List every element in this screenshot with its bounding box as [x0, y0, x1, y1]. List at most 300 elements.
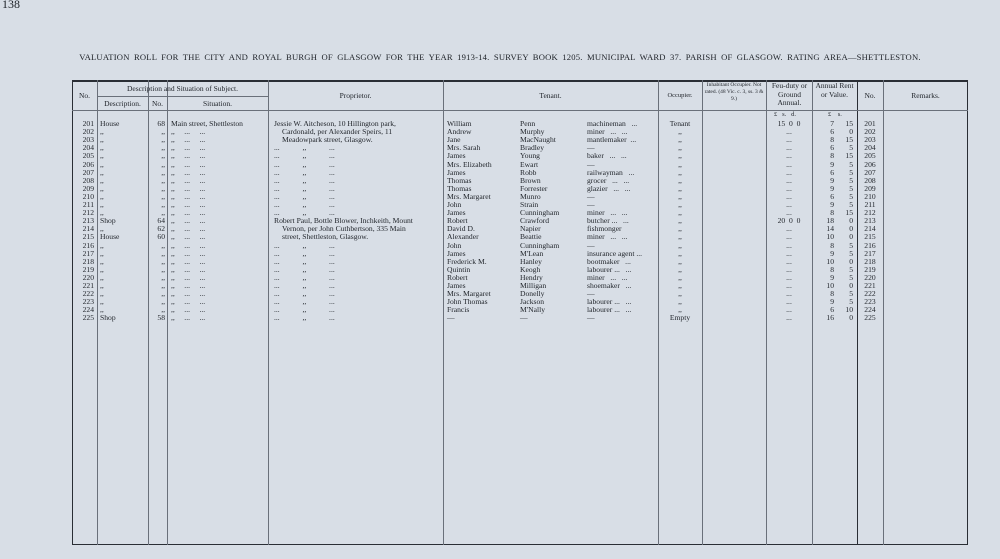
divider — [167, 80, 168, 545]
tenant-surname: Young — [520, 151, 540, 161]
occupier: ,, — [678, 183, 682, 193]
situation: ,, ... ... — [171, 305, 206, 315]
row-number-right: 219 — [864, 264, 876, 274]
rent-shillings: 5 — [849, 191, 853, 201]
description: ,, — [100, 305, 104, 315]
rent-pounds: 6 — [830, 167, 834, 177]
feu-duty: ... — [786, 143, 792, 153]
tenant-occupation: — — [587, 159, 595, 169]
proprietor: ... ,, ... — [274, 289, 335, 299]
tenant-first-name: Robert — [447, 216, 468, 226]
description: ,, — [100, 183, 104, 193]
tenant-surname: Beattie — [520, 232, 542, 242]
occupier: ,, — [678, 281, 682, 290]
tenant-first-name: David D. — [447, 224, 475, 234]
house-number: ,, — [161, 167, 165, 177]
tenant-occupation: shoemaker ... — [587, 281, 632, 290]
row-number-right: 223 — [864, 297, 876, 307]
header-proprietor: Proprietor. — [339, 91, 372, 100]
divider — [702, 80, 703, 545]
rent-pounds: 9 — [830, 200, 834, 209]
rent-shillings: 0 — [849, 256, 853, 266]
tenant-first-name: John — [447, 240, 462, 250]
tenant-first-name: Mrs. Margaret — [447, 191, 491, 201]
rent-shillings: 15 — [845, 208, 853, 218]
occupier: Empty — [669, 313, 691, 323]
house-number: ,, — [161, 208, 165, 218]
situation: ,, ... ... — [171, 159, 206, 169]
divider — [97, 80, 98, 545]
proprietor: ... ,, ... — [274, 151, 335, 161]
row-number-right: 222 — [864, 289, 876, 299]
house-number: ,, — [161, 289, 165, 299]
situation: ,, ... ... — [171, 289, 206, 299]
tenant-occupation: labourer ... ... — [587, 305, 632, 315]
feu-duty: ... — [786, 240, 792, 250]
proprietor: Vernon, per John Cuthbertson, 335 Main — [282, 224, 406, 234]
tenant-surname: Bradley — [520, 143, 545, 153]
house-number: ,, — [161, 135, 165, 145]
row-number: 211 — [82, 200, 94, 209]
row-number-right: 214 — [864, 224, 876, 234]
tenant-surname: Robb — [520, 167, 537, 177]
proprietor: street, Shettleston, Glasgow. — [282, 232, 369, 242]
header-description: Description. — [104, 99, 141, 108]
tenant-occupation: — — [587, 191, 595, 201]
tenant-surname: Donelly — [520, 289, 545, 299]
rent-pounds: 6 — [830, 191, 834, 201]
feu-duty: ... — [786, 159, 792, 169]
row-number: 209 — [82, 183, 94, 193]
rent-pounds: 9 — [830, 175, 834, 185]
tenant-surname: — — [520, 313, 528, 323]
rent-pounds: 10 — [826, 232, 834, 242]
occupier: ,, — [678, 208, 682, 218]
feu-duty: ... — [786, 281, 792, 290]
situation: ,, ... ... — [171, 151, 206, 161]
row-number: 212 — [82, 208, 94, 218]
situation: ,, ... ... — [171, 216, 206, 226]
rent-shillings: 5 — [849, 248, 853, 258]
situation: ,, ... ... — [171, 297, 206, 307]
row-number: 214 — [82, 224, 94, 234]
feu-duty: 15 0 0 — [777, 119, 801, 128]
tenant-first-name: Alexander — [447, 232, 479, 242]
row-number: 204 — [82, 143, 94, 153]
rent-pounds: 9 — [830, 297, 834, 307]
row-number-right: 215 — [864, 232, 876, 242]
tenant-first-name: John Thomas — [447, 297, 488, 307]
tenant-first-name: Andrew — [447, 127, 472, 137]
proprietor: ... ,, ... — [274, 248, 335, 258]
feu-duty: ... — [786, 297, 792, 307]
tenant-surname: Murphy — [520, 127, 545, 137]
feu-duty: ... — [786, 256, 792, 266]
tenant-occupation: labourer ... ... — [587, 297, 632, 307]
proprietor: ... ,, ... — [274, 313, 335, 323]
situation: ,, ... ... — [171, 200, 206, 209]
header-sub-no: No. — [151, 99, 164, 108]
row-number: 210 — [82, 191, 94, 201]
description: House — [100, 232, 120, 242]
row-number-right: 201 — [864, 119, 876, 128]
house-number: ,, — [161, 240, 165, 250]
tenant-occupation: mantlemaker ... — [587, 135, 637, 145]
rent-pounds: 6 — [830, 127, 834, 137]
proprietor: ... ,, ... — [274, 167, 335, 177]
description: ,, — [100, 256, 104, 266]
description: ,, — [100, 224, 104, 234]
occupier: ,, — [678, 248, 682, 258]
situation: ,, ... ... — [171, 248, 206, 258]
house-number: ,, — [161, 191, 165, 201]
tenant-occupation: miner ... ... — [587, 127, 628, 137]
row-number-right: 211 — [864, 200, 876, 209]
header-no: No. — [78, 91, 91, 100]
tenant-surname: Milligan — [520, 281, 547, 290]
rent-pounds: 6 — [830, 143, 834, 153]
divider — [443, 80, 444, 545]
description: ,, — [100, 127, 104, 137]
tenant-first-name: Robert — [447, 272, 468, 282]
header-description-group: Description and Situation of Subject. — [126, 84, 239, 93]
row-number: 217 — [82, 248, 94, 258]
rent-shillings: 5 — [849, 272, 853, 282]
description: ,, — [100, 143, 104, 153]
feu-duty: ... — [786, 135, 792, 145]
situation: ,, ... ... — [171, 272, 206, 282]
tenant-occupation: butcher ... ... — [587, 216, 629, 226]
feu-duty: ... — [786, 272, 792, 282]
tenant-first-name: Jane — [447, 135, 461, 145]
row-number-right: 206 — [864, 159, 876, 169]
house-number: ,, — [161, 151, 165, 161]
rent-shillings: 0 — [849, 232, 853, 242]
house-number: ,, — [161, 297, 165, 307]
tenant-occupation: railwayman ... — [587, 167, 635, 177]
row-number-right: 210 — [864, 191, 876, 201]
description: ,, — [100, 208, 104, 218]
header-situation: Situation. — [203, 99, 232, 108]
proprietor: ... ,, ... — [274, 183, 335, 193]
rent-shillings: 5 — [849, 183, 853, 193]
rent-pounds: 10 — [826, 281, 834, 290]
row-number-right: 224 — [864, 305, 876, 315]
tenant-surname: Forrester — [520, 183, 548, 193]
house-number: ,, — [161, 175, 165, 185]
situation: ,, ... ... — [171, 224, 206, 234]
tenant-surname: Jackson — [520, 297, 545, 307]
situation: ,, ... ... — [171, 191, 206, 201]
description: House — [100, 119, 120, 128]
situation: ,, ... ... — [171, 183, 206, 193]
row-number-right: 208 — [864, 175, 876, 185]
tenant-surname: Crawford — [520, 216, 550, 226]
house-number: 68 — [157, 119, 165, 128]
divider — [658, 80, 659, 545]
feu-duty: ... — [786, 264, 792, 274]
situation: ,, ... ... — [171, 313, 206, 323]
row-number: 224 — [82, 305, 94, 315]
tenant-occupation: — — [587, 200, 595, 209]
tenant-surname: Cunningham — [520, 240, 560, 250]
row-number: 222 — [82, 289, 94, 299]
tenant-occupation: glazier ... ... — [587, 183, 631, 193]
rent-pounds: 18 — [826, 216, 834, 226]
row-number-right: 203 — [864, 135, 876, 145]
tenant-occupation: — — [587, 143, 595, 153]
rent-units: £ s. — [828, 111, 842, 118]
description: ,, — [100, 135, 104, 145]
feu-duty: ... — [786, 232, 792, 242]
description: ,, — [100, 281, 104, 290]
proprietor: ... ,, ... — [274, 264, 335, 274]
occupier: ,, — [678, 175, 682, 185]
tenant-occupation: fishmonger — [587, 224, 622, 234]
feu-duty: ... — [786, 305, 792, 315]
row-number: 215 — [82, 232, 94, 242]
proprietor: ... ,, ... — [274, 272, 335, 282]
header-occupier: Occupier. — [667, 92, 693, 99]
situation: ,, ... ... — [171, 256, 206, 266]
proprietor: ... ,, ... — [274, 175, 335, 185]
description: ,, — [100, 264, 104, 274]
tenant-occupation: — — [587, 313, 595, 323]
feu-duty: ... — [786, 289, 792, 299]
tenant-surname: Napier — [520, 224, 541, 234]
rent-shillings: 0 — [849, 313, 853, 323]
row-number-right: 202 — [864, 127, 876, 137]
situation: ,, ... ... — [171, 240, 206, 250]
tenant-first-name: James — [447, 208, 466, 218]
occupier: ,, — [678, 143, 682, 153]
proprietor: Robert Paul, Bottle Blower, Inchkeith, Mount — [274, 216, 413, 226]
rent-shillings: 15 — [845, 119, 853, 128]
feu-duty: 20 0 0 — [777, 216, 801, 226]
proprietor: ... ,, ... — [274, 159, 335, 169]
rent-pounds: 9 — [830, 183, 834, 193]
divider — [97, 96, 268, 97]
row-number-right: 218 — [864, 256, 876, 266]
tenant-occupation: insurance agent ... — [587, 248, 643, 258]
tenant-first-name: Francis — [447, 305, 470, 315]
rent-shillings: 0 — [849, 216, 853, 226]
description: ,, — [100, 175, 104, 185]
tenant-occupation: miner ... ... — [587, 272, 628, 282]
tenant-first-name: John — [447, 200, 462, 209]
tenant-first-name: Mrs. Sarah — [447, 143, 481, 153]
row-number: 213 — [82, 216, 94, 226]
proprietor: Cardonald, per Alexander Speirs, 11 — [282, 127, 393, 137]
row-number: 218 — [82, 256, 94, 266]
occupier: ,, — [678, 305, 682, 315]
occupier: ,, — [678, 159, 682, 169]
occupier: ,, — [678, 232, 682, 242]
proprietor: ... ,, ... — [274, 297, 335, 307]
rent-pounds: 10 — [826, 256, 834, 266]
house-number: 62 — [157, 224, 165, 234]
description: ,, — [100, 159, 104, 169]
row-number: 225 — [82, 313, 94, 323]
rent-pounds: 9 — [830, 159, 834, 169]
rent-shillings: 0 — [849, 127, 853, 137]
description: Shop — [100, 313, 116, 323]
description: ,, — [100, 248, 104, 258]
tenant-occupation: machineman ... — [587, 119, 638, 128]
occupier: ,, — [678, 167, 682, 177]
tenant-surname: Hanley — [520, 256, 542, 266]
situation: ,, ... ... — [171, 175, 206, 185]
rent-shillings: 15 — [845, 151, 853, 161]
row-number-right: 221 — [864, 281, 876, 290]
situation: ,, ... ... — [171, 208, 206, 218]
occupier: Tenant — [669, 119, 691, 128]
row-number: 203 — [82, 135, 94, 145]
tenant-surname: Cunningham — [520, 208, 560, 218]
tenant-occupation: — — [587, 289, 595, 299]
proprietor: ... ,, ... — [274, 143, 335, 153]
rent-shillings: 5 — [849, 167, 853, 177]
house-number: ,, — [161, 200, 165, 209]
header-no-2: No. — [864, 91, 876, 100]
house-number: ,, — [161, 143, 165, 153]
house-number: 60 — [157, 232, 165, 242]
row-number: 205 — [82, 151, 94, 161]
rent-pounds: 14 — [826, 224, 834, 234]
situation: ,, ... ... — [171, 264, 206, 274]
header-annual-rent: Annual Rent or Value. — [815, 81, 854, 99]
feu-duty: ... — [786, 200, 792, 209]
tenant-occupation: labourer ... ... — [587, 264, 632, 274]
row-number: 208 — [82, 175, 94, 185]
proprietor: Meadowpark street, Glasgow. — [282, 135, 373, 145]
tenant-occupation: baker ... ... — [587, 151, 627, 161]
tenant-occupation: bootmaker ... — [587, 256, 631, 266]
page-title: VALUATION ROLL FOR THE CITY AND ROYAL BURGH OF GLASGOW FOR THE YEAR 1913-14. SURVEY BOOK 1205. MUNICIPAL WARD 37. PARISH OF GLASGOW. RATING AREA—SHETTLESTON. — [79, 52, 921, 62]
tenant-first-name: William — [447, 119, 472, 128]
rent-pounds: 9 — [830, 248, 834, 258]
row-number-right: 207 — [864, 167, 876, 177]
house-number: 64 — [157, 216, 165, 226]
rent-pounds: 16 — [826, 313, 834, 323]
tenant-surname: M'Lean — [520, 248, 544, 258]
feu-duty: ... — [786, 248, 792, 258]
feu-units: £ s. d. — [774, 111, 797, 118]
situation: ,, ... ... — [171, 127, 206, 137]
occupier: ,, — [678, 224, 682, 234]
house-number: ,, — [161, 183, 165, 193]
description: ,, — [100, 240, 104, 250]
header-feu-duty: Feu-duty or Ground Annual. — [771, 81, 808, 107]
header-remarks: Remarks. — [911, 91, 940, 100]
tenant-surname: MacNaught — [520, 135, 556, 145]
rent-shillings: 5 — [849, 175, 853, 185]
rent-pounds: 8 — [830, 264, 834, 274]
tenant-first-name: James — [447, 248, 466, 258]
tenant-first-name: — — [447, 313, 455, 323]
house-number: ,, — [161, 248, 165, 258]
occupier: ,, — [678, 256, 682, 266]
rent-shillings: 5 — [849, 143, 853, 153]
tenant-surname: M'Nally — [520, 305, 545, 315]
divider — [883, 80, 884, 545]
rent-shillings: 15 — [845, 135, 853, 145]
feu-duty: ... — [786, 167, 792, 177]
header-inhabitant-occupier: Inhabitant Occupier. Not rated. (48 Vic. c. 3, ss. 3 & 9.) — [704, 82, 764, 102]
row-number-right: 209 — [864, 183, 876, 193]
tenant-first-name: James — [447, 151, 466, 161]
tenant-surname: Munro — [520, 191, 541, 201]
row-number-right: 205 — [864, 151, 876, 161]
occupier: ,, — [678, 272, 682, 282]
occupier: ,, — [678, 135, 682, 145]
proprietor: ... ,, ... — [274, 256, 335, 266]
feu-duty: ... — [786, 175, 792, 185]
house-number: ,, — [161, 281, 165, 290]
tenant-surname: Keogh — [520, 264, 541, 274]
house-number: ,, — [161, 272, 165, 282]
proprietor: ... ,, ... — [274, 240, 335, 250]
row-number-right: 213 — [864, 216, 876, 226]
feu-duty: ... — [786, 224, 792, 234]
occupier: ,, — [678, 127, 682, 137]
feu-duty: ... — [786, 127, 792, 137]
rent-shillings: 10 — [845, 305, 853, 315]
row-number: 223 — [82, 297, 94, 307]
rent-shillings: 5 — [849, 159, 853, 169]
feu-duty: ... — [786, 151, 792, 161]
tenant-occupation: miner ... ... — [587, 208, 628, 218]
house-number: ,, — [161, 256, 165, 266]
rent-pounds: 7 — [830, 119, 834, 128]
row-number: 202 — [82, 127, 94, 137]
situation: ,, ... ... — [171, 281, 206, 290]
rent-shillings: 5 — [849, 289, 853, 299]
tenant-first-name: Mrs. Elizabeth — [447, 159, 492, 169]
row-number-right: 217 — [864, 248, 876, 258]
situation: ,, ... ... — [171, 167, 206, 177]
occupier: ,, — [678, 216, 682, 226]
rent-shillings: 5 — [849, 264, 853, 274]
row-number: 221 — [82, 281, 94, 290]
house-number: ,, — [161, 127, 165, 137]
row-number: 207 — [82, 167, 94, 177]
proprietor: ... ,, ... — [274, 208, 335, 218]
row-number: 220 — [82, 272, 94, 282]
description: ,, — [100, 272, 104, 282]
proprietor: ... ,, ... — [274, 281, 335, 290]
row-number: 206 — [82, 159, 94, 169]
feu-duty: ... — [786, 313, 792, 323]
tenant-occupation: — — [587, 240, 595, 250]
house-number: ,, — [161, 305, 165, 315]
rent-pounds: 8 — [830, 208, 834, 218]
tenant-occupation: grocer ... ... — [587, 175, 630, 185]
proprietor: ... ,, ... — [274, 191, 335, 201]
rent-pounds: 8 — [830, 135, 834, 145]
tenant-first-name: Thomas — [447, 183, 472, 193]
tenant-first-name: James — [447, 281, 466, 290]
description: ,, — [100, 200, 104, 209]
row-number-right: 225 — [864, 313, 876, 323]
tenant-surname: Hendry — [520, 272, 543, 282]
occupier: ,, — [678, 240, 682, 250]
description: ,, — [100, 167, 104, 177]
proprietor: ... ,, ... — [274, 305, 335, 315]
description: ,, — [100, 151, 104, 161]
proprietor: Jessie W. Aitcheson, 10 Hillington park, — [274, 119, 396, 128]
description: ,, — [100, 297, 104, 307]
